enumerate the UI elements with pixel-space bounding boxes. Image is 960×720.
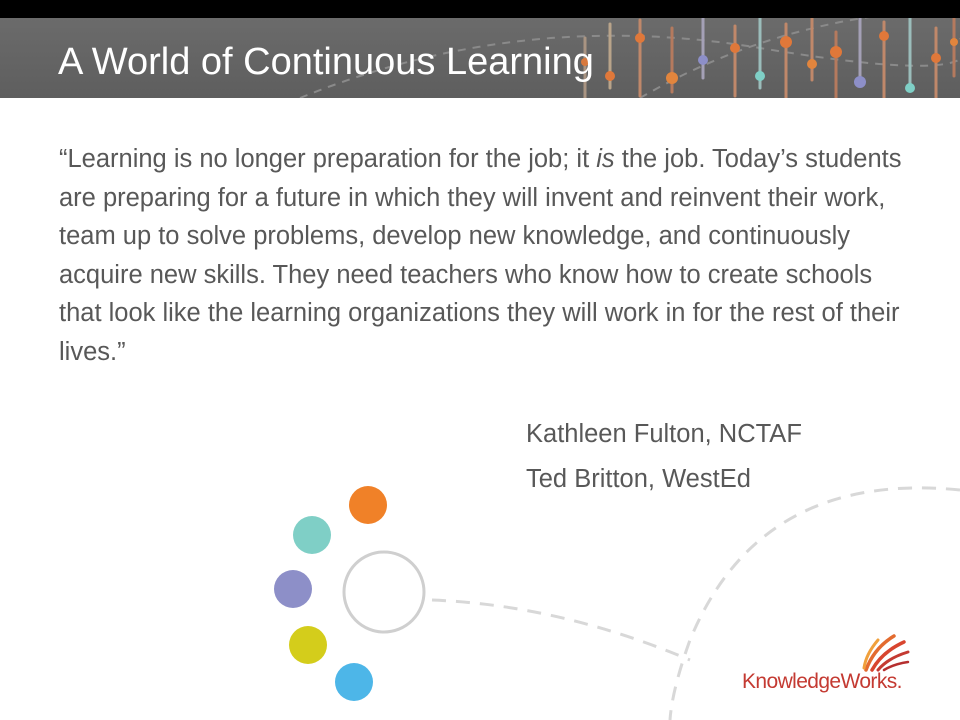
dashed-arc-horizontal: [432, 600, 690, 660]
dot-orange: [349, 486, 387, 524]
ring-circle: [344, 552, 424, 632]
attribution-kathleen-fulton: Kathleen Fulton, NCTAF: [526, 420, 802, 448]
dot-purple: [274, 570, 312, 608]
header-band: [0, 18, 960, 98]
quote-part-1: “Learning is no longer preparation for the job; it: [59, 145, 597, 173]
quote-part-2: the job. Today’s students are preparing for a future in which they will invent and reinvent their work, team up to solve problems, develop new knowledge, and continuously acquire new skills. They need teachers who know how to create schools that look like the learning organizations they will work in for the rest of their lives.”: [59, 145, 902, 366]
logo-wordmark: KnowledgeWorks.: [742, 670, 902, 693]
slide-title: A World of Continuous Learning: [58, 41, 594, 83]
flame-swoosh-icon: [860, 632, 910, 672]
quote-emphasis: is: [596, 145, 615, 173]
dot-teal: [293, 516, 331, 554]
quote-text: [59, 140, 919, 371]
attribution-ted-britton: Ted Britton, WestEd: [526, 465, 751, 493]
dot-yellow: [289, 626, 327, 664]
top-black-strip: [0, 0, 960, 18]
dot-blue: [335, 663, 373, 701]
knowledgeworks-logo: [740, 632, 940, 700]
